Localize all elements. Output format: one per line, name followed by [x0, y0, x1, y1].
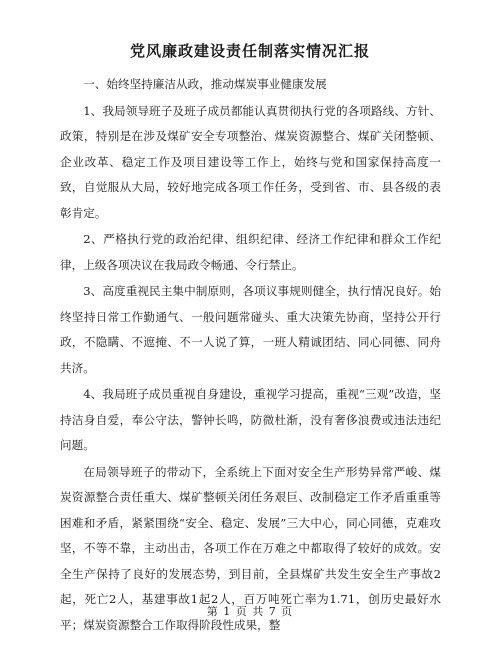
page-number: 第 1 页 共 7 页 [206, 605, 294, 618]
document-title: 党风廉政建设责任制落实情况汇报 [129, 42, 370, 60]
section-heading: 一、始终坚持廉洁从政，推动煤炭事业健康发展 [83, 77, 327, 91]
paragraph: 在局领导班子的带动下，全系统上下面对安全生产形势异常严峻、煤炭资源整合责任重大、煤矿整顿关闭任务艰巨、改制稳定工作矛盾重重等困难和矛盾，紧紧围绕“安全、稳定、发展”三大中心，同心同德，克难攻坚，不等不靠，主动出击，各项工作在万难之中都取得了较好的成效。安全生产保持了良好的发展态势，到目前，全县煤矿共发生安全生产事故2起，死亡2人，基建事故1起2人，百万吨死亡率为1.71，创历史最好水平；煤炭资源整合工作取得阶段性成果，整 [60, 464, 441, 632]
paragraph: 2、严格执行党的政治纪律、组织纪律、经济工作纪律和群众工作纪律，上级各项决议在我局政令畅通、令行禁止。 [60, 232, 441, 272]
paragraph: 3、高度重视民主集中制原则，各项议事规则健全，执行情况良好。始终坚持日常工作勤通气、一般问题常碰头、重大决策先协商，坚持公开行政，不隐瞒、不遮掩、不一人说了算，一班人精诚团结、同心同德、同舟共济。 [60, 284, 441, 375]
document-body [60, 72, 441, 639]
paragraph: 4、我局班子成员重视自身建设，重视学习提高，重视“三观”改造，坚持洁身自爱，奉公守法，警钟长鸣，防微杜渐，没有奢侈浪费或违法违纪问题。 [60, 387, 441, 452]
paragraph: 1、我局领导班子及班子成员都能认真贯彻执行党的各项路线、方针、政策，特别是在涉及煤矿安全专项整治、煤炭资源整合、煤矿关闭整顿、企业改革、稳定工作及项目建设等工作上，始终与党和国家保持高度一致，自觉服从大局，较好地完成各项工作任务，受到省、市、县各级的表彰肯定。 [60, 103, 441, 220]
